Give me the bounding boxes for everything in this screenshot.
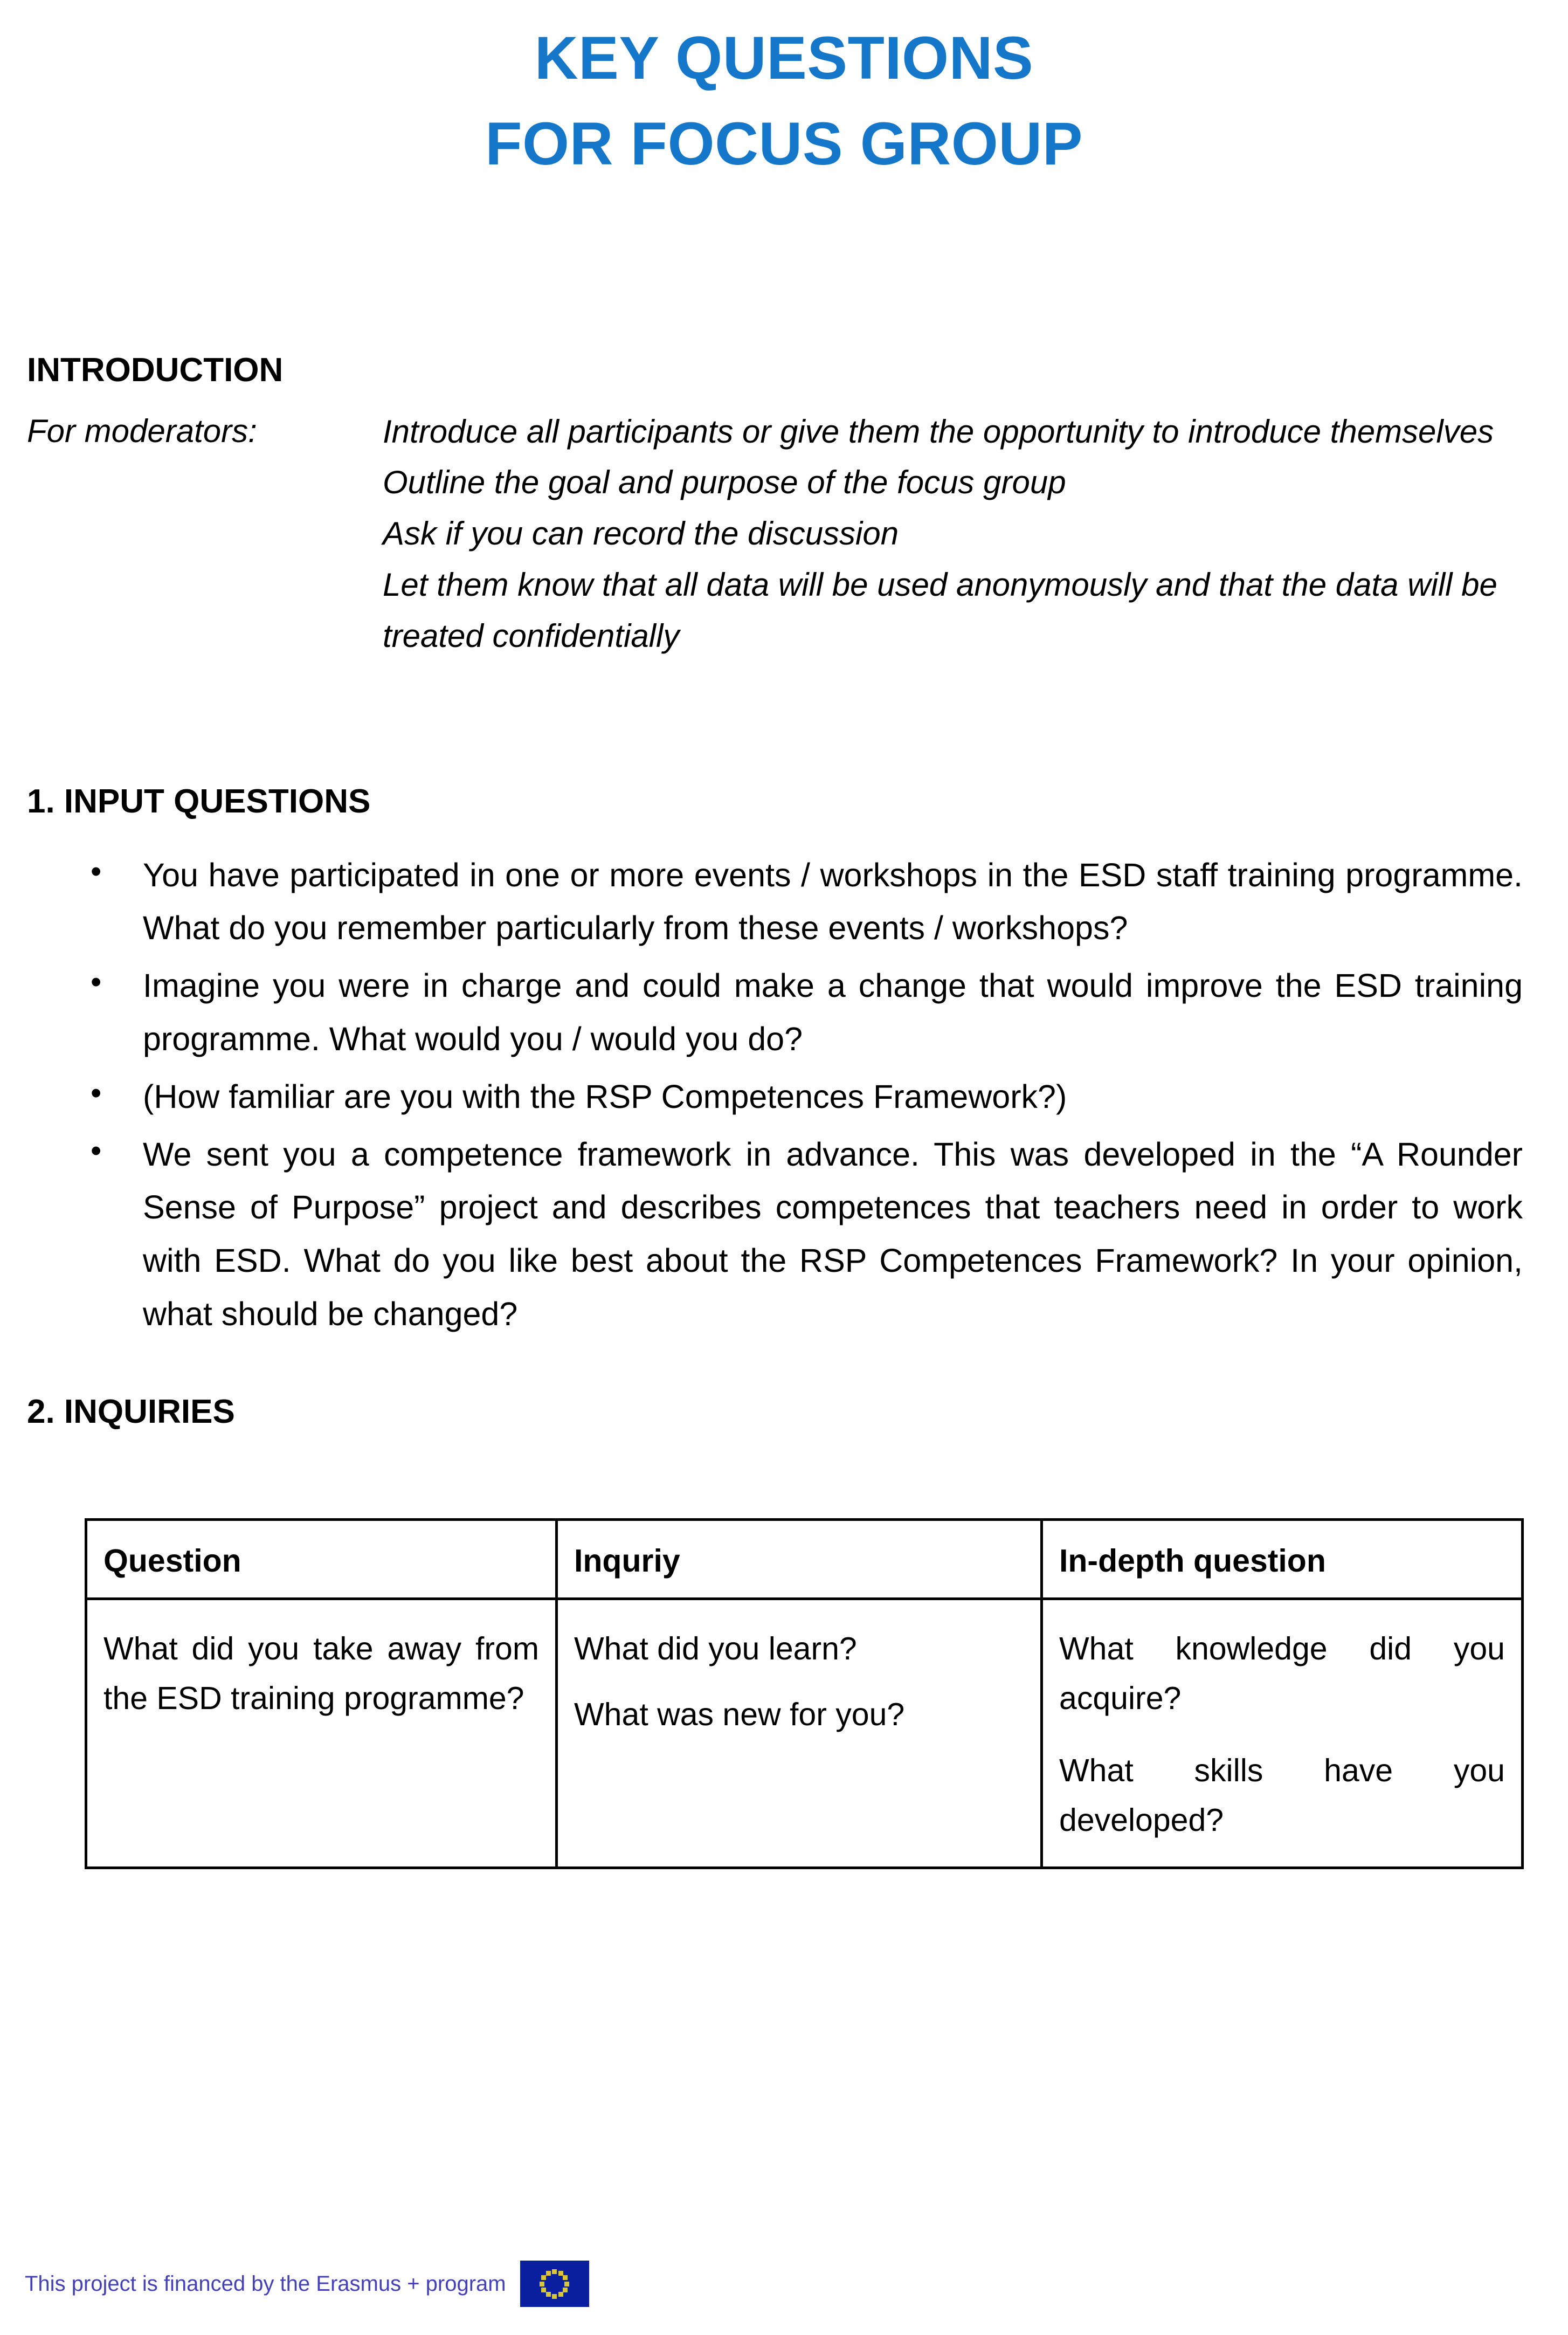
moderator-instruction: Outline the goal and purpose of the focus group bbox=[383, 464, 1066, 501]
input-questions-list bbox=[27, 849, 1531, 1341]
introduction-section bbox=[27, 349, 1531, 662]
eu-flag-star-icon bbox=[552, 2269, 557, 2274]
eu-flag-star-icon bbox=[546, 2271, 551, 2276]
footer-funding-text: This project is financed by the Erasmus + program bbox=[25, 2272, 506, 2296]
eu-flag-star-icon bbox=[546, 2292, 551, 2297]
inquiries-heading: 2. INQUIRIES bbox=[27, 1393, 235, 1430]
list-item: • Imagine you were in charge and could make a change that would improve the ESD training programme. What would you / would you do? bbox=[27, 959, 1523, 1066]
column-header-inquiry: Inquriy bbox=[557, 1520, 1042, 1599]
eu-flag-star-icon bbox=[564, 2282, 569, 2286]
moderators-label: For moderators: bbox=[27, 412, 257, 449]
cell-in-depth-question bbox=[1042, 1599, 1523, 1868]
cell-in-depth-line: What skills have you developed? bbox=[1059, 1753, 1505, 1838]
eu-flag-star-icon bbox=[563, 2288, 568, 2292]
page-title bbox=[0, 15, 1568, 187]
eu-flag-star-icon bbox=[563, 2275, 568, 2280]
eu-flag-icon bbox=[520, 2261, 589, 2307]
introduction-heading: INTRODUCTION bbox=[27, 352, 284, 389]
cell-in-depth-line: What knowledge did you acquire? bbox=[1059, 1631, 1505, 1717]
moderators-instruction-list bbox=[383, 407, 1531, 662]
footer bbox=[25, 2261, 589, 2307]
inquiries-table bbox=[85, 1518, 1524, 1869]
table-row bbox=[86, 1599, 1523, 1868]
table-header-row bbox=[86, 1520, 1523, 1599]
list-item: • (How familiar are you with the RSP Competences Framework?) bbox=[27, 1070, 1523, 1124]
eu-flag-star-icon bbox=[552, 2294, 557, 2299]
eu-flag-star-icon bbox=[540, 2282, 544, 2286]
eu-flag-star-icon bbox=[558, 2292, 563, 2297]
inquiries-section bbox=[27, 1391, 1531, 1433]
eu-flag-star-icon bbox=[541, 2288, 546, 2292]
list-item: • We sent you a competence framework in advance. This was developed in the “A Rounder Sense of Purpose” project and describes competences that teachers need in order to work with ESD. What do you like best about the RSP Competences Framework? In your opinion, what should be changed? bbox=[27, 1128, 1523, 1341]
page-title-line-2: FOR FOCUS GROUP bbox=[485, 110, 1083, 178]
input-questions-section bbox=[27, 781, 1531, 1345]
page-title-line-1: KEY QUESTIONS bbox=[534, 24, 1034, 92]
column-header-in-depth-question: In-depth question bbox=[1042, 1520, 1523, 1599]
moderator-instruction: Ask if you can record the discussion bbox=[383, 515, 899, 552]
cell-question: What did you take away from the ESD training programme? bbox=[86, 1599, 557, 1868]
cell-inquiry bbox=[557, 1599, 1042, 1868]
eu-flag-star-icon bbox=[541, 2275, 546, 2280]
moderator-instruction: Introduce all participants or give them the opportunity to introduce themselves bbox=[383, 413, 1494, 450]
column-header-question: Question bbox=[86, 1520, 557, 1599]
moderators-row bbox=[27, 407, 1531, 662]
cell-inquiry-line: What did you learn? bbox=[574, 1631, 857, 1666]
list-item: • You have participated in one or more events / workshops in the ESD staff training programme. What do you remember particularly from these events / workshops? bbox=[27, 849, 1523, 955]
input-questions-heading: 1. INPUT QUESTIONS bbox=[27, 783, 371, 820]
moderator-instruction: Let them know that all data will be used anonymously and that the data will be treated confidentially bbox=[383, 566, 1497, 654]
cell-inquiry-line: What was new for you? bbox=[574, 1697, 905, 1733]
